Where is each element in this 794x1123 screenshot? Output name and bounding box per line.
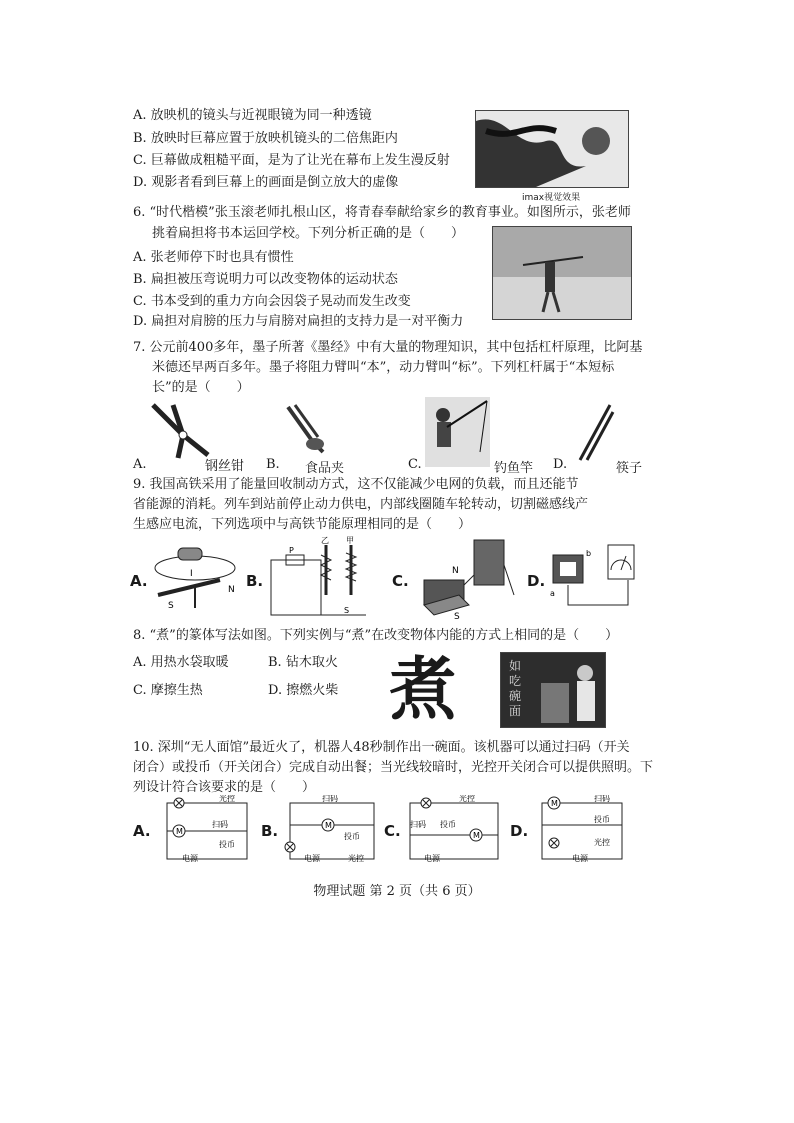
q10-letter-d: D. [510,822,529,840]
label-yi: 乙 [321,536,329,545]
noodle-shop-photo [500,652,606,728]
q8-stem: 8. “煮”的篆体写法如图。下列实例与“煮”在改变物体内能的方式上相同的是（ ） [133,628,619,643]
coin-switch-label: 投币 [594,815,610,824]
teacher-photo-scene [493,227,631,319]
food-tongs-image [283,402,338,457]
label-n: N [228,585,235,595]
q6-option-b: B. 扁担被压弯说明力可以改变物体的运动状态 [133,272,398,287]
q8-option-d: D. 擦燃火柴 [268,683,339,698]
q10-circuit-d [532,795,632,863]
q7-stem-line2: 米德还早两百多年。墨子将阻力臂叫“本”，动力臂叫“标”。下列杠杆属于“本短标 [152,360,615,375]
power-label: 电源 [424,854,440,863]
label-i: I [190,569,193,579]
chopsticks-image [575,402,615,462]
motor-label: M [176,827,183,836]
q9-diagram-b-electromagnets [266,535,376,620]
q9-stem-line1: 9. 我国高铁采用了能量回收制动方式，这不仅能减少电网的负载，而且还能节 [133,477,579,492]
q10-letter-c: C. [384,822,401,840]
q5-option-b: B. 放映时巨幕应置于放映机镜头的二倍焦距内 [133,131,398,146]
label-s: S [344,606,350,615]
q6-option-c: C. 书本受到的重力方向会因袋子晃动而发生改变 [133,294,411,309]
label-jia: 甲 [346,536,354,545]
imax-image [475,110,629,188]
q10-stem-line1: 10. 深圳“无人面馆”最近火了，机器人48秒制作出一碗面。该机器可以通过扫码（开关 [133,740,630,755]
q6-stem-line1: 6. “时代楷模”张玉滚老师扎根山区，将青春奉献给家乡的教育事业。如图所示，张老师 [133,205,631,220]
q8-option-c: C. 摩擦生热 [133,683,203,698]
q5-option-d: D. 观影者看到巨幕上的画面是倒立放大的虚像 [133,175,399,190]
q7-stem-line1: 7. 公元前400多年，墨子所著《墨经》中有大量的物理知识，其中包括杠杆原理，比阿基 [133,340,643,355]
scan-switch-label: 扫码 [410,820,426,829]
page-footer: 物理试题 第 2 页（共 6 页） [313,884,481,899]
teacher-photo [492,226,632,320]
q9-diagram-d-generator [548,540,638,615]
light-switch-label: 光控 [594,838,610,847]
motor-label: M [473,831,480,840]
sign-char-4: 面 [509,704,522,718]
q7-label-d: 筷子 [616,461,643,476]
scan-switch-label: 扫码 [212,820,228,829]
q9-letter-a: A. [130,572,148,590]
seal-script-character: 煮 [388,650,457,730]
label-p: P [289,546,294,555]
sign-char-1: 如 [509,659,522,673]
pliers-image [148,400,218,460]
q7-letter-d: D. [553,457,568,472]
q8-option-b: B. 钻木取火 [268,655,338,670]
q9-diagram-a-current-magnetic-effect [150,540,240,615]
q6-stem-line2: 挑着扁担将书本运回学校。下列分析正确的是（ ） [152,226,465,241]
noodle-shop-scene [501,653,605,727]
q10-stem-line3: 列设计符合该要求的是（ ） [133,780,316,795]
q10-circuit-b [282,795,382,863]
power-label: 电源 [182,854,198,863]
light-switch-label: 光控 [219,795,235,803]
q7-label-c: 钓鱼竿 [494,461,534,476]
q7-label-b: 食品夹 [305,461,345,476]
label-a: a [550,589,555,598]
q8-option-a: A. 用热水袋取暖 [133,655,229,670]
coin-switch-label: 投币 [344,832,360,841]
q10-circuit-c [404,795,504,863]
coin-switch-label: 投币 [219,840,235,849]
label-b: b [586,549,592,558]
motor-label: M [551,799,558,808]
q6-option-d: D. 扁担对肩膀的压力与肩膀对扁担的支持力是一对平衡力 [133,314,464,329]
q10-circuit-a [157,795,257,863]
sign-char-3: 碗 [509,689,522,703]
q7-label-a: 钢丝钳 [205,459,245,474]
q5-option-c: C. 巨幕做成粗糙平面，是为了让光在幕布上发生漫反射 [133,153,450,168]
light-switch-label: 光控 [348,854,364,863]
motor-label: M [325,821,332,830]
q7-stem-line3: 长”的是（ ） [152,380,250,395]
fishing-rod-image [425,397,490,467]
sign-char-2: 吃 [509,674,522,688]
q9-letter-c: C. [392,572,409,590]
label-n: N [452,566,459,576]
q10-letter-a: A. [133,822,151,840]
label-s: S [454,612,460,620]
q7-letter-c: C. [408,457,422,472]
q9-stem-line2: 省能源的消耗。列车到站前停止动力供电，内部线圈随车轮转动，切割磁感线产 [133,497,589,512]
q10-stem-line2: 闭合）或投币（开关闭合）完成自动出餐；当光线较暗时，光控开关闭合可以提供照明。下 [133,760,654,775]
q10-letter-b: B. [261,822,279,840]
q9-letter-b: B. [246,572,264,590]
imax-artwork [476,111,628,187]
q6-option-a: A. 张老师停下时也具有惯性 [133,250,294,265]
imax-caption: imax视觉效果 [522,193,581,203]
scan-switch-label: 扫码 [322,795,338,803]
power-label: 电源 [572,854,588,863]
q5-option-a: A. 放映机的镜头与近视眼镜为同一种透镜 [133,108,372,123]
q9-letter-d: D. [527,572,546,590]
scan-switch-label: 扫码 [594,795,610,803]
label-s: S [168,601,174,611]
q9-diagram-c-motor [414,535,519,620]
light-switch-label: 光控 [459,795,475,803]
q9-stem-line3: 生感应电流，下列选项中与高铁节能原理相同的是（ ） [133,517,472,532]
coin-switch-label: 投币 [440,820,456,829]
q7-letter-b: B. [266,457,280,472]
q7-letter-a: A. [133,457,147,472]
power-label: 电源 [304,854,320,863]
